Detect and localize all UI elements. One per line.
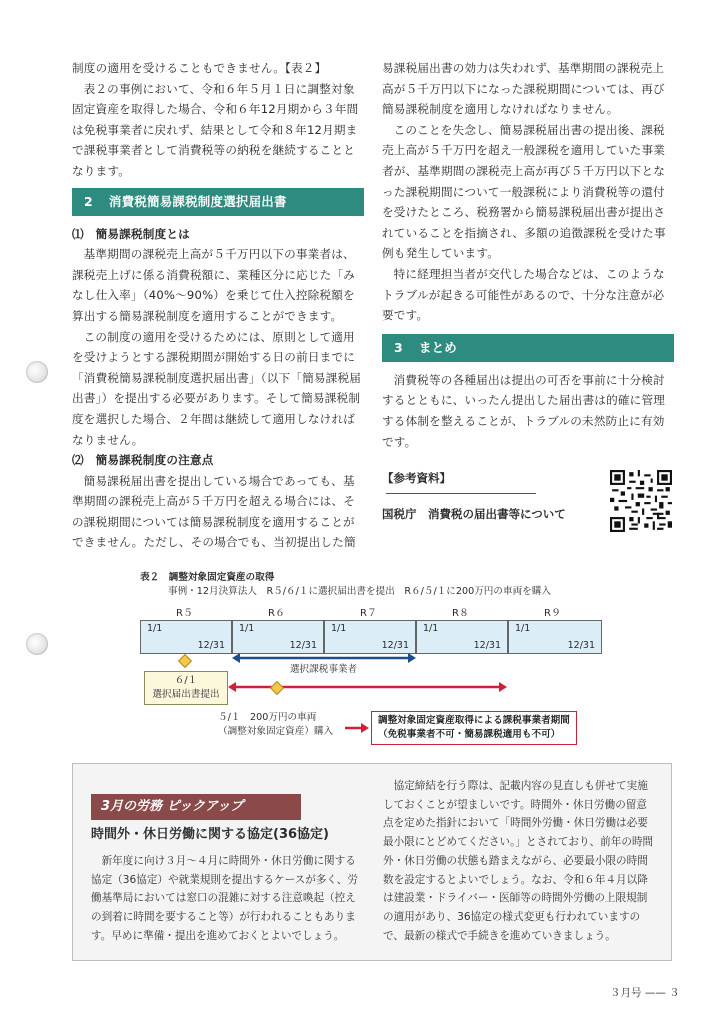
year-label-r5: R５ [176,608,193,619]
left-paragraph-5: 簡易課税届出書を提出している場合であっても、基準期間の課税売上高が５千万円を超える場合には、その課税期間については簡易課税制度を適用することができません。ただし、その場合でも、当初提出した簡 [72,473,356,550]
purchase-note: ５/１ 200万円の車両 （調整対象固定資産）購入 [218,712,334,737]
right-paragraph-1: 易課税届出書の効力は失われず、基準期間の課税売上高が５千万円以下になった課税期間については、再び簡易課税制度を適用しなければなりません。 [382,61,665,117]
left-paragraph-1: 制度の適用を受けることもできません。【表２】 [72,61,327,75]
year-cell-r6: 1/1 12/31 [232,620,324,654]
pickup-header: 3月の労務 ピックアップ [91,794,301,820]
year-label-r9: R９ [544,608,561,619]
table-2-caption: 表２ 調整対象固定資産の取得 [140,572,275,583]
left-paragraph-2: 表２の事例において、令和６年５月１日に調整対象固定資産を取得した場合、令和６年12月期から３年間は免税事業者に戻れず、結果として令和８年12月期まで課税事業者として消費税等の納税を継続することとなります。 [72,81,359,178]
subheading-2: ⑵ 簡易課税制度の注意点 [72,453,214,468]
selected-business-label: 選択課税事業者 [290,664,358,675]
right-paragraph-3: 特に経理担当者が交代した場合などは、このようなトラブルが起きる可能性があるので、十分な注意が必要です。 [382,266,665,323]
year-label-r8: R８ [452,608,469,619]
page-footer: ３月号 —— ３ [610,987,680,999]
year-cell-r5: 1/1 12/31 [140,620,232,654]
section-2-number: 2 [84,193,93,209]
year-label-r6: R６ [268,608,285,619]
section-3-title: まとめ [418,339,458,355]
taxable-period-note: 調整対象固定資産取得による課税事業者期間 （免税事業者不可・簡易課税適用も不可） [371,711,577,745]
left-paragraph-4: この制度の適用を受けるためには、原則として適用を受けようとする課税期間が開始する日の前日までに「消費税簡易課税制度選択届出書」（以下「簡易課税届出書」）を提出する必要があります。そして簡易課税制度を選択した場合、２年間は継続して適用しなければなりません。 [72,329,362,447]
right-paragraph-4: 消費税等の各種届出は提出の可否を事前に十分検討するとともに、いったん提出した届出書は的確に管理する体制を整えることが、トラブルの未然防止に有効です。 [382,372,666,449]
labor-pickup-box [72,763,672,961]
subheading-1: ⑴ 簡易課税制度とは [72,226,190,241]
pickup-subtitle: 時間外・休日労働に関する協定(36協定) [91,827,329,842]
year-cell-r7: 1/1 12/31 [324,620,416,654]
table-2-example: 事例・12月決算法人 R５/６/１に選択届出書を提出 R６/５/１に200万円の車両を購入 [168,586,551,597]
section-3-number: 3 [394,339,403,355]
reference-link[interactable]: 国税庁 消費税の届出書等について [382,507,566,521]
pickup-right-text: 協定締結を行う際は、記載内容の見直しも併せて実施しておくことが望ましいです。時間外・休日労働の留意点を定めた指針において「時間外労働・休日労働は必要最小限にとどめてください。」とされており、前年の時間外・休日労働の状態も踏まえながら、必要最小限の時間数を設定するとよいでしょう。なお、令和６年４月以降は建設業・ドライバー・医師等の時間外労働の上限規制の適用があり、36協定の様式変更も行われていますので、最新の様式で手続きを進めていきましょう。 [383,780,654,942]
right-paragraph-2: このことを失念し、簡易課税届出書の提出後、課税売上高が５千万円を超え一般課税を適用していた事業者が、基準期間の課税売上高が再び５千万円以下となった課税期間について一般課税により消費税等の還付を受けたところ、税務署から簡易課税届出書が提出されていることを指摘され、多額の追徴課税を受けた事例も発生しています。 [382,122,666,261]
year-cell-r9: 1/1 12/31 [508,620,602,654]
year-cell-r8: 1/1 12/31 [416,620,508,654]
filing-note: ６/１ 選択届出書提出 [144,671,228,705]
left-paragraph-3: 基準期間の課税売上高が５千万円以下の事業者は、課税売上げに係る消費税額に、業種区分に応じた「みなし仕入率」（40%〜90%）を乗じて仕入控除税額を算出する簡易課税制度を適用することができます。 [72,247,356,323]
pickup-left-text: 新年度に向け３月〜４月に時間外・休日労働に関する協定（36協定）や就業規則を提出するケースが多く、労働基準局においては窓口の混雑に対する注意喚起（控えの到着に時間を要すること等）が行われることもあります。早めに準備・提出を進めておくとよいでしょう。 [91,855,358,942]
section-2-title: 消費税簡易課税制度選択届出書 [108,193,287,209]
year-label-r7: R７ [360,608,377,619]
red-arrow-bottom [345,723,369,733]
reference-heading: 【参考資料】 [382,470,602,500]
